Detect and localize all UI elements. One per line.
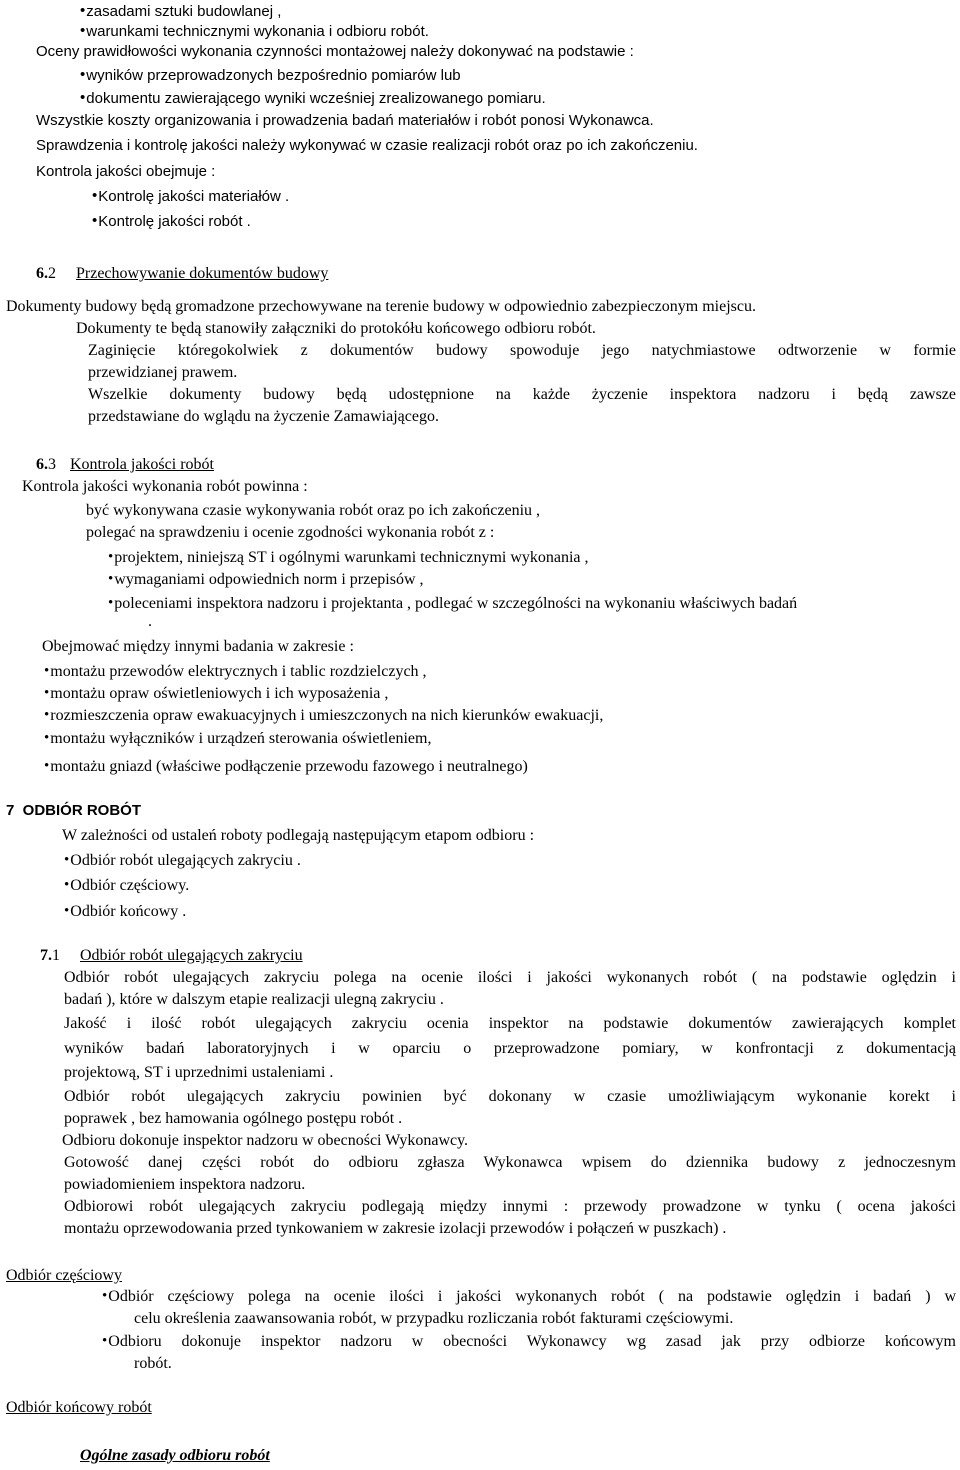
bullet-text: dokumentu zawierającego wyniki wcześniej zrealizowanego pomiaru. xyxy=(86,90,546,107)
paragraph: Dokumenty budowy będą gromadzone przechowywane na terenie budowy w odpowiednio zabezpieczonym miejscu. xyxy=(6,298,756,315)
paragraph-line: Odbiorowi robót ulegających zakryciu podlegają między innymi : przewody prowadzone w tynku ( ocena jakości xyxy=(64,1198,956,1215)
section-number: 7. xyxy=(40,947,52,964)
section-title: Kontrola jakości robót xyxy=(70,456,214,473)
paragraph-line: Zaginięcie któregokolwiek z dokumentów budowy spowoduje jego natychmiastowe odtworzenie w formie xyxy=(88,342,956,359)
bullet-item xyxy=(44,684,388,704)
paragraph-line: poprawek , bez hamowania ogólnego postępu robót . xyxy=(64,1110,403,1127)
bullet-text: Odbioru dokonuje inspektor nadzoru w obecności Wykonawcy wg zasad jak przy odbiorze końcowym xyxy=(108,1333,956,1350)
subsection-title: Odbiór końcowy robót xyxy=(6,1399,152,1416)
paragraph-line: robót. xyxy=(134,1355,172,1372)
bullet-item xyxy=(64,851,301,871)
section-number-rest: 2 xyxy=(48,265,56,282)
bullet-item xyxy=(102,1332,956,1352)
paragraph-line: powiadomieniem inspektora nadzoru. xyxy=(64,1176,306,1193)
paragraph-line: Jakość i ilość robót ulegających zakryciu ocenia inspektor na podstawie dokumentów zawierających komplet xyxy=(64,1015,956,1032)
bullet-text: zasadami sztuki budowlanej , xyxy=(86,3,282,20)
paragraph: Odbioru dokonuje inspektor nadzoru w obecności Wykonawcy. xyxy=(62,1132,469,1149)
paragraph: Dokumenty te będą stanowiły załączniki do protokółu końcowego odbioru robót. xyxy=(76,320,596,337)
paragraph: Oceny prawidłowości wykonania czynności montażowej należy dokonywać na podstawie : xyxy=(36,43,634,60)
bullet-text: Odbiór robót ulegających zakryciu . xyxy=(70,852,301,869)
bullet-item xyxy=(108,594,797,614)
section-title: Odbiór robót ulegających zakryciu xyxy=(80,947,303,964)
paragraph: być wykonywana czasie wykonywania robót oraz po ich zakończeniu , xyxy=(86,502,541,519)
bullet-text: montażu opraw oświetleniowych i ich wyposażenia , xyxy=(50,685,389,702)
bullet-text: warunkami technicznymi wykonania i odbioru robót. xyxy=(86,23,429,40)
bullet-item xyxy=(80,89,546,109)
bullet-item xyxy=(80,66,461,86)
section-heading xyxy=(36,455,214,475)
paragraph: W zależności od ustaleń roboty podlegają następującym etapom odbioru : xyxy=(62,827,535,844)
section-number: 6. xyxy=(36,456,48,473)
bullet-item xyxy=(44,729,431,749)
paragraph: polegać na sprawdzeniu i ocenie zgodności wykonania robót z : xyxy=(86,524,495,541)
bullet-item xyxy=(44,662,427,682)
bullet-item xyxy=(80,22,429,42)
paragraph: Sprawdzenia i kontrolę jakości należy wykonywać w czasie realizacji robót oraz po ich zakończeniu. xyxy=(36,137,698,154)
paragraph-line: przewidzianej prawem. xyxy=(88,364,238,381)
bullet-item xyxy=(108,548,589,568)
subsection-title: Odbiór częściowy xyxy=(6,1267,122,1284)
bullet-text: poleceniami inspektora nadzoru i projektanta , podlegać w szczególności na wykonaniu właściwych badań xyxy=(114,595,798,612)
bullet-item xyxy=(80,2,281,22)
bullet-text: Kontrolę jakości materiałów . xyxy=(98,188,290,205)
paragraph-line: Odbiór robót ulegających zakryciu polega na ocenie ilości i jakości wykonanych robót ( na podstawie oględzin i xyxy=(64,969,956,986)
bullet-text: Odbiór częściowy. xyxy=(70,877,190,894)
bullet-text: rozmieszczenia opraw ewakuacyjnych i umieszczonych na nich kierunków ewakuacji, xyxy=(50,707,604,724)
paragraph-line: badań ), które w dalszym etapie realizacji ulegną zakryciu . xyxy=(64,991,444,1008)
section-heading xyxy=(36,264,328,284)
chapter-heading: 7 ODBIÓR ROBÓT xyxy=(6,802,142,819)
bullet-text: montażu przewodów elektrycznych i tablic rozdzielczych , xyxy=(50,663,427,680)
section-title: Przechowywanie dokumentów budowy xyxy=(76,265,329,282)
paragraph-line: wyników badań laboratoryjnych i w oparciu o przeprowadzone pomiary, w konfrontacji z dokumentacją xyxy=(64,1040,956,1057)
paragraph-line: celu określenia zaawansowania robót, w przypadku rozliczania robót fakturami częściowymi. xyxy=(134,1310,734,1327)
bullet-text: montażu wyłączników i urządzeń sterowania oświetleniem, xyxy=(50,730,432,747)
subsection-title: Ogólne zasady odbioru robót xyxy=(80,1447,270,1464)
bullet-text: Odbiór częściowy polega na ocenie ilości i jakości wykonanych robót ( na podstawie oględzin i badań ) w xyxy=(108,1288,956,1305)
bullet-item xyxy=(64,902,186,922)
bullet-item xyxy=(102,1287,956,1307)
paragraph-line: projektową, ST i uprzednimi ustaleniami . xyxy=(64,1064,334,1081)
paragraph-line: Wszelkie dokumenty budowy będą udostępnione na każde życzenie inspektora nadzoru i będą zawsze xyxy=(88,386,956,403)
bullet-item xyxy=(108,570,424,590)
bullet-text: Odbiór końcowy . xyxy=(70,903,187,920)
paragraph: Kontrola jakości obejmuje : xyxy=(36,163,216,180)
paragraph: Kontrola jakości wykonania robót powinna : xyxy=(22,478,308,495)
paragraph-line: Odbiór robót ulegających zakryciu powinien być dokonany w czasie umożliwiającym wykonanie korekt i xyxy=(64,1088,956,1105)
section-number-rest: 1 xyxy=(52,947,60,964)
bullet-item xyxy=(64,876,189,896)
paragraph-line: przedstawiane do wglądu na życzenie Zamawiającego. xyxy=(88,408,439,425)
bullet-item xyxy=(44,706,603,726)
section-number: 6. xyxy=(36,265,48,282)
bullet-item xyxy=(44,757,528,777)
paragraph: Wszystkie koszty organizowania i prowadzenia badań materiałów i robót ponosi Wykonawca. xyxy=(36,112,654,129)
paragraph-line: Gotowość danej części robót do odbioru zgłasza Wykonawca wpisem do dziennika budowy z jednoczesnym xyxy=(64,1154,956,1171)
paragraph-line: montażu oprzewodowania przed tynkowaniem w zakresie izolacji przewodów i połączeń w puszkach) . xyxy=(64,1220,727,1237)
bullet-item xyxy=(92,187,289,207)
bullet-item xyxy=(92,212,251,232)
trailing-dot: . xyxy=(148,613,152,630)
bullet-text: Kontrolę jakości robót . xyxy=(98,213,251,230)
bullet-text: wyników przeprowadzonych bezpośrednio pomiarów lub xyxy=(86,67,461,84)
section-number-rest: 3 xyxy=(48,456,56,473)
bullet-text: projektem, niniejszą ST i ogólnymi warunkami technicznymi wykonania , xyxy=(114,549,589,566)
paragraph: Obejmować między innymi badania w zakresie : xyxy=(42,638,354,655)
bullet-text: montażu gniazd (właściwe podłączenie przewodu fazowego i neutralnego) xyxy=(50,758,528,775)
bullet-text: wymaganiami odpowiednich norm i przepisów , xyxy=(114,571,424,588)
section-heading xyxy=(40,946,303,966)
